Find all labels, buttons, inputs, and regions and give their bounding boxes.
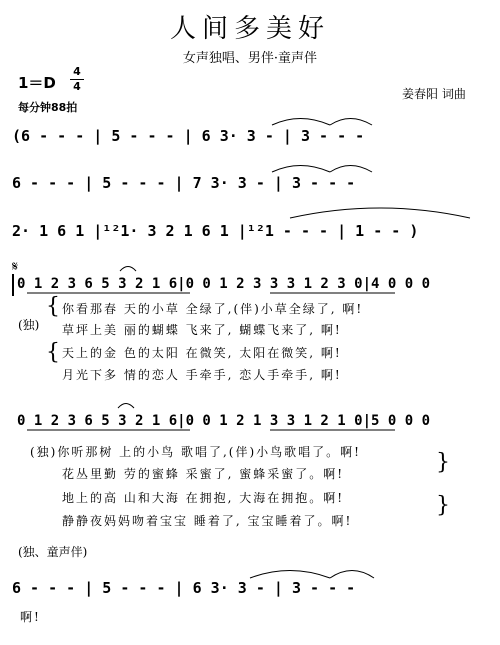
lyric-line: (独)你听那树 上的小鸟 歌唱了,(伴)小鸟歌唱了。啊!	[30, 445, 361, 459]
time-signature-bottom: 4	[73, 80, 81, 93]
time-signature-top: 4	[73, 65, 81, 78]
lyric-line: 你看那春 天的小草 全绿了,(伴)小草全绿了, 啊!	[62, 302, 364, 316]
tempo-marking: 每分钟88拍	[18, 101, 78, 114]
segno-icon: 𝄋	[12, 259, 19, 275]
brace-icon: {	[46, 294, 60, 319]
score-line-4: 0 1 2 3 6 5 3 2 1 6|0 0 1 2 3 3 3 1 2 3 0|4 0 0 0	[17, 276, 431, 292]
final-lyric: 啊!	[20, 610, 41, 624]
chorus-tag: (独、童声伴)	[18, 545, 88, 559]
lyric-line: 静静夜妈妈吻着宝宝 睡着了, 宝宝睡着了。啊!	[62, 514, 353, 528]
song-subtitle: 女声独唱、男伴·童声伴	[182, 51, 318, 66]
lyric-line: 花丛里勤 劳的蜜蜂 采蜜了, 蜜蜂采蜜了。啊!	[62, 467, 345, 481]
lyric-line: 天上的金 色的太阳 在微笑, 太阳在微笑, 啊!	[62, 346, 342, 360]
score-line-3: 2· 1 6 1 |¹²1· 3 2 1 6 1 |¹²1 - - - | 1 - - )	[12, 222, 419, 240]
song-title: 人间多美好	[169, 14, 330, 44]
lyric-line: 草坪上美 丽的蝴蝶 飞来了, 蝴蝶飞来了, 啊!	[62, 323, 342, 337]
lyric-line: 地上的高 山和大海 在拥抱, 大海在拥抱。啊!	[62, 491, 345, 505]
lyric-line: 月光下多 情的恋人 手牵手, 恋人手牵手, 啊!	[62, 368, 342, 382]
key-signature: 1＝D	[18, 74, 56, 92]
solo-tag: (独)	[18, 318, 40, 332]
score-line-5: 0 1 2 3 6 5 3 2 1 6|0 0 1 2 1 3 3 1 2 1 0|5 0 0 0	[17, 413, 431, 429]
brace-icon: {	[46, 340, 60, 365]
score-line-1: (6 - - - | 5 - - - | 6 3· 3 - | 3 - - -	[12, 127, 365, 145]
score-line-6: 6 - - - | 5 - - - | 6 3· 3 - | 3 - - -	[12, 579, 356, 597]
composer-credit: 姜春阳 词曲	[402, 87, 466, 101]
brace-icon: }	[436, 493, 450, 518]
brace-icon: }	[436, 450, 450, 475]
score-line-2: 6 - - - | 5 - - - | 7 3· 3 - | 3 - - -	[12, 174, 356, 192]
